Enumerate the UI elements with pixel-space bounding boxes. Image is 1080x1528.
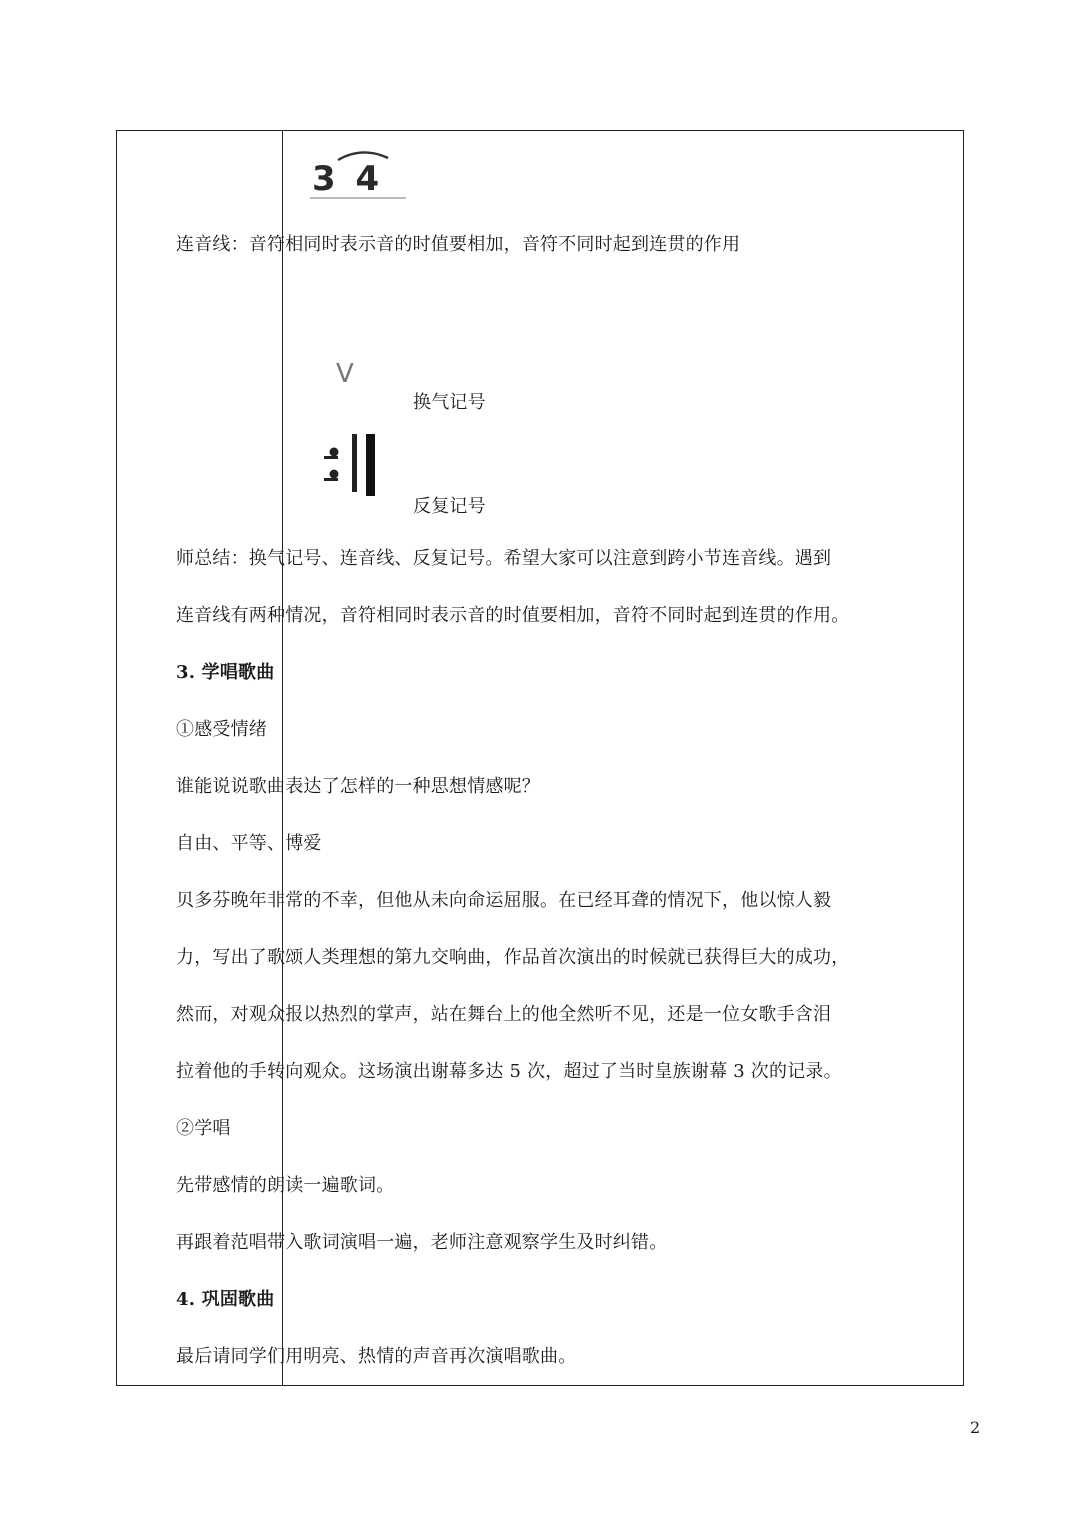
story-line-1: 贝多芬晚年非常的不幸，但他从未向命运屈服。在已经耳聋的情况下，他以惊人毅 <box>176 890 832 911</box>
repeat-mark-icon <box>322 430 396 500</box>
step-2-title: ②学唱 <box>176 1118 231 1139</box>
step-1-title: ①感受情绪 <box>176 719 267 740</box>
story-line-2: 力，写出了歌颂人类理想的第九交响曲，作品首次演出的时候就已获得巨大的成功， <box>176 947 850 968</box>
page-number: 2 <box>970 1418 981 1437</box>
emotion-answer: 自由、平等、博爱 <box>176 833 322 854</box>
tie-notation-image <box>310 148 410 204</box>
section-3-title: 3. 学唱歌曲 <box>176 662 275 683</box>
sing-along-instruction: 再跟着范唱带入歌词演唱一遍，老师注意观察学生及时纠错。 <box>176 1232 668 1253</box>
story-line-4: 拉着他的手转向观众。这场演出谢幕多达 5 次，超过了当时皇族谢幕 3 次的记录。 <box>176 1061 842 1082</box>
breath-mark-label: 换气记号 <box>413 392 486 413</box>
tie-line-description: 连音线：音符相同时表示音的时值要相加，音符不同时起到连贯的作用 <box>176 234 741 255</box>
story-line-3: 然而，对观众报以热烈的掌声，站在舞台上的他全然听不见，还是一位女歌手含泪 <box>176 1004 832 1025</box>
section-4-title: 4. 巩固歌曲 <box>176 1289 275 1310</box>
final-sing-instruction: 最后请同学们用明亮、热情的声音再次演唱歌曲。 <box>176 1346 577 1367</box>
teacher-summary-line-1: 师总结：换气记号、连音线、反复记号。希望大家可以注意到跨小节连音线。遇到 <box>176 548 832 569</box>
breath-mark-icon <box>330 358 370 390</box>
teacher-summary-line-2: 连音线有两种情况，音符相同时表示音的时值要相加，音符不同时起到连贯的作用。 <box>176 605 850 626</box>
emotion-question: 谁能说说歌曲表达了怎样的一种思想情感呢？ <box>176 776 540 797</box>
svg-text:V: V <box>336 359 354 389</box>
repeat-mark-label: 反复记号 <box>413 496 486 517</box>
read-lyrics-instruction: 先带感情的朗读一遍歌词。 <box>176 1175 395 1196</box>
tie-digits: 3 4 <box>312 159 384 199</box>
